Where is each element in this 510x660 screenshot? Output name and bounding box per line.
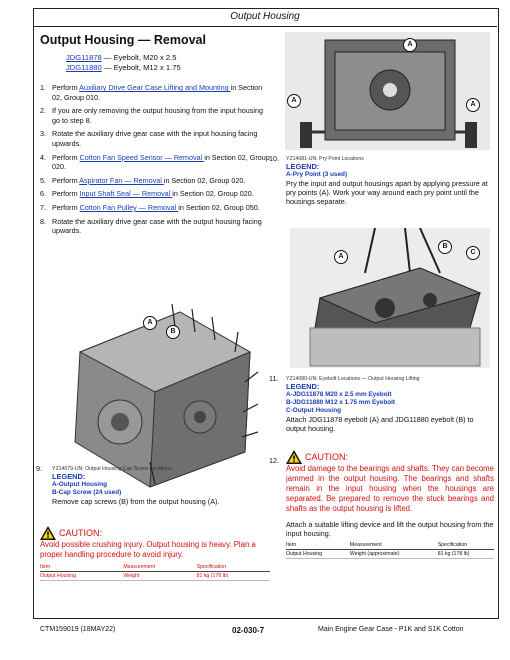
step-link[interactable]: Cotton Fan Speed Sensor — Removal	[79, 152, 205, 162]
table-row: Output Housing Weight 81 kg (178 lb)	[40, 572, 270, 581]
spec-table: Item Measurement Specification Output Housing Weight (approximate) 81 kg (178 lb)	[286, 541, 494, 559]
gear-case-drawing	[60, 292, 260, 492]
output-housing-cap-screw-image	[60, 292, 260, 492]
step-item: 2. If you are only removing the output housing from the input housing go to step 8.	[40, 106, 263, 125]
steps-list	[40, 83, 270, 236]
caution-block-1	[40, 526, 270, 581]
callout-c: C	[466, 246, 480, 260]
legend-title: LEGEND:	[286, 162, 320, 171]
step-item: 5. Perform Aspirator Fan — Removal in Section 02, Group 020.	[40, 175, 246, 185]
page-header: Output Housing	[33, 8, 497, 27]
pry-point-image	[285, 32, 490, 150]
step-item: 3. Rotate the auxiliary drive gear case with the input housing facing upwards.	[40, 129, 258, 148]
caution-heading: CAUTION:	[286, 450, 494, 464]
step-link[interactable]: Cotton Fan Pulley — Removal	[79, 202, 179, 212]
step-item: 4. Perform Cotton Fan Speed Sensor — Removal in Section 02, Group 020.	[40, 152, 270, 172]
step-item: 8. Rotate the auxiliary drive gear case with the output housing facing upwards.	[40, 216, 262, 236]
caution-text: Avoid damage to the bearings and shafts. They can become jammed in the output housing. The bearings and shafts remain in the input housing when the housings are separated. Be prepared to remove the stuck bearings and shafts as the output housing is lifted.	[286, 464, 494, 513]
legend-item: B-JDG11880 M12 x 1.75 mm Eyebolt	[286, 399, 396, 406]
step-link[interactable]: Input Shaft Seal — Removal	[79, 189, 173, 199]
footer-page-number: 02-030-7	[232, 626, 265, 635]
step-instruction: Attach a suitable lifting device and lift the output housing from the input housing.	[286, 520, 494, 539]
figure-1-block	[36, 464, 270, 506]
step-instruction: Pry the input and output housings apart by applying pressure at pry points (A). Work your way around each pry point until the housings separate.	[286, 179, 488, 207]
callout-b: B	[166, 325, 180, 339]
step-instruction: Attach JDG11878 eyebolt (A) and JDG11880 eyebolt (B) to output housing.	[286, 415, 474, 434]
left-column	[36, 30, 270, 579]
legend-item: A-JDG11878 M20 x 2.5 mm Eyebolt	[286, 391, 392, 398]
caution-heading: CAUTION:	[40, 526, 270, 540]
step-instruction: Remove cap screws (B) from the output housing (A).	[52, 497, 220, 506]
tool-link[interactable]: JDG11878	[66, 53, 102, 62]
callout-a: A	[287, 94, 301, 108]
footer-doc-id: CTM159019 (18MAY22)	[40, 626, 116, 633]
callout-b: B	[438, 240, 452, 254]
housing-drawing	[285, 32, 490, 150]
step-number: 12.	[269, 456, 279, 465]
table-row: Output Housing Weight (approximate) 81 kg (178 lb)	[286, 550, 494, 559]
section-title: Output Housing — Removal	[40, 33, 206, 47]
caution-block-2	[269, 450, 494, 559]
step-link[interactable]: Aspirator Fan — Removal	[79, 175, 164, 185]
callout-a: A	[466, 98, 480, 112]
spec-table: Item Measurement Specification Output Housing Weight 81 kg (178 lb)	[40, 563, 270, 581]
warning-icon	[40, 526, 56, 540]
step-link[interactable]: Auxiliary Drive Gear Case Lifting and Mounting	[79, 83, 231, 92]
legend-item: A-Pry Point (3 used)	[286, 171, 348, 178]
caution-text: Avoid possible crushing injury. Output housing is heavy. Plan a proper handling procedure to avoid injury.	[40, 540, 256, 559]
step-item: 6. Perform Input Shaft Seal — Removal in Section 02, Group 020.	[40, 189, 254, 199]
step-item: 1. Perform Auxiliary Drive Gear Case Lifting and Mounting in Section 02, Group 010.	[40, 83, 263, 102]
tool-item: JDG11880 — Eyebolt, M12 x 1.75	[66, 63, 181, 72]
step-number: 11.	[269, 374, 279, 383]
legend-item: C-Output Housing	[286, 407, 342, 414]
legend-title: LEGEND:	[52, 472, 86, 481]
eyebolt-lifting-image	[290, 228, 490, 368]
figure-2-block	[269, 154, 494, 207]
warning-icon	[286, 450, 302, 464]
tool-item: JDG11878 — Eyebolt, M20 x 2.5	[66, 53, 177, 62]
figure-3-block	[269, 374, 494, 434]
legend-title: LEGEND:	[286, 382, 320, 391]
callout-a: A	[403, 38, 417, 52]
callout-a: A	[334, 250, 348, 264]
step-number: 9.	[36, 464, 42, 473]
step-number: 10.	[269, 154, 279, 163]
figure-caption: YZ14079-UN: Output Housing Cap Screw Locations	[52, 466, 172, 472]
legend-item: B-Cap Screw (24 used)	[52, 489, 122, 496]
figure-caption: YZ14081-UN: Pry Point Locations	[286, 156, 364, 162]
tool-link[interactable]: JDG11880	[66, 63, 102, 72]
footer-section-title: Main Engine Gear Case - P1K and S1K Cotton	[318, 626, 464, 633]
step-item: 7. Perform Cotton Fan Pulley — Removal in Section 02, Group 050.	[40, 202, 260, 212]
legend-item: A-Output Housing	[52, 481, 108, 488]
lifting-drawing	[290, 228, 490, 368]
callout-a: A	[143, 316, 157, 330]
figure-caption: YZ14080-UN: Eyebolt Locations — Output Housing Lifting	[286, 376, 420, 382]
